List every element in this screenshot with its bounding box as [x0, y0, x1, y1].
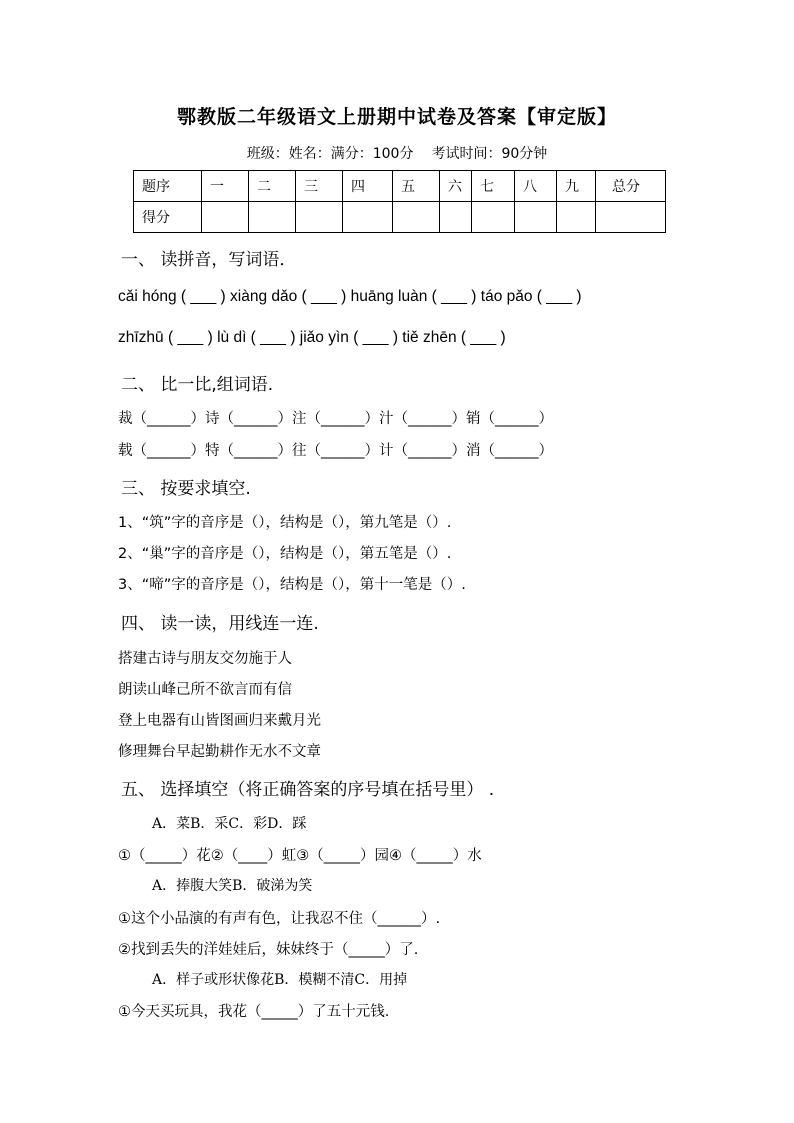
choice-line: ①（_____）花②（____）虹③（_____）园④（_____）水: [118, 848, 482, 864]
score-header-cell: 九: [557, 171, 596, 202]
score-cell[interactable]: [472, 202, 515, 233]
score-header-cell: 七: [472, 171, 515, 202]
score-header-cell: 三: [296, 171, 343, 202]
class-name-score-label: 班级：姓名：满分：100分: [246, 146, 414, 162]
section-3-heading: 三、 按要求填空.: [121, 479, 251, 499]
choice-line: ①今天买玩具，我花（_____）了五十元钱.: [118, 1004, 390, 1020]
score-table-score-row: [134, 202, 666, 233]
score-cell[interactable]: [249, 202, 296, 233]
score-header-cell: 八: [515, 171, 557, 202]
score-table: [133, 170, 666, 233]
score-cell[interactable]: [393, 202, 440, 233]
choice-line: ②找到丢失的洋娃娃后，妹妹终于（_____）了.: [118, 942, 419, 958]
pinyin-line: zhīzhū ( ___ ) lù dì ( ___ ) jiǎo yìn ( ___ ) tiě zhēn ( ___ ): [118, 329, 506, 346]
section-5-heading: 五、 选择填空（将正确答案的序号填在括号里） .: [121, 780, 495, 800]
score-cell[interactable]: [515, 202, 557, 233]
compare-line: 裁（______）诗（______）注（______）汁（______）销（______）: [118, 411, 553, 427]
fill-line: 2、“巢”字的音序是（），结构是（），第五笔是（）.: [118, 546, 452, 562]
match-line: 登上电器有山皆图画归来戴月光: [118, 713, 321, 729]
compare-line: 载（______）特（______）往（______）计（______）消（______）: [118, 443, 553, 459]
score-header-cell: 五: [393, 171, 440, 202]
score-row-label: 得分: [134, 202, 202, 233]
fill-line: 1、“筑”字的音序是（），结构是（），第九笔是（）.: [118, 515, 452, 531]
score-cell[interactable]: [440, 202, 472, 233]
score-cell[interactable]: [296, 202, 343, 233]
exam-info: [0, 143, 794, 163]
score-header-cell: 四: [343, 171, 393, 202]
score-header-cell: 题序: [134, 171, 202, 202]
match-line: 朗读山峰己所不欲言而有信: [118, 682, 292, 698]
choice-options: A．捧腹大笑B．破涕为笑: [152, 878, 313, 894]
score-header-cell: 六: [440, 171, 472, 202]
score-cell[interactable]: [596, 202, 666, 233]
match-line: 搭建古诗与朋友交勿施于人: [118, 651, 292, 667]
exam-time-label: 考试时间：90分钟: [431, 146, 548, 162]
score-cell[interactable]: [343, 202, 393, 233]
score-header-cell: 总分: [596, 171, 666, 202]
section-2-heading: 二、 比一比,组词语.: [121, 375, 274, 395]
score-header-cell: 一: [202, 171, 249, 202]
choice-options: A．菜B．采C．彩D．踩: [152, 816, 307, 832]
page-title: 鄂教版二年级语文上册期中试卷及答案【审定版】: [176, 106, 617, 128]
score-header-cell: 二: [249, 171, 296, 202]
score-cell[interactable]: [557, 202, 596, 233]
section-4-heading: 四、 读一读，用线连一连.: [121, 614, 319, 634]
pinyin-line: cǎi hóng ( ___ ) xiàng dǎo ( ___ ) huāng luàn ( ___ ) táo pǎo ( ___ ): [118, 288, 582, 305]
score-table-header-row: [134, 171, 666, 202]
match-line: 修理舞台早起勤耕作无水不文章: [118, 744, 321, 760]
choice-line: ①这个小品演的有声有色，让我忍不住（______）.: [118, 911, 441, 927]
section-1-heading: 一、 读拼音，写词语．: [121, 250, 297, 270]
score-cell[interactable]: [202, 202, 249, 233]
choice-options: A．样子或形状像花B．模糊不清C．用掉: [152, 972, 408, 988]
fill-line: 3、“啼”字的音序是（），结构是（），第十一笔是（）.: [118, 577, 466, 593]
